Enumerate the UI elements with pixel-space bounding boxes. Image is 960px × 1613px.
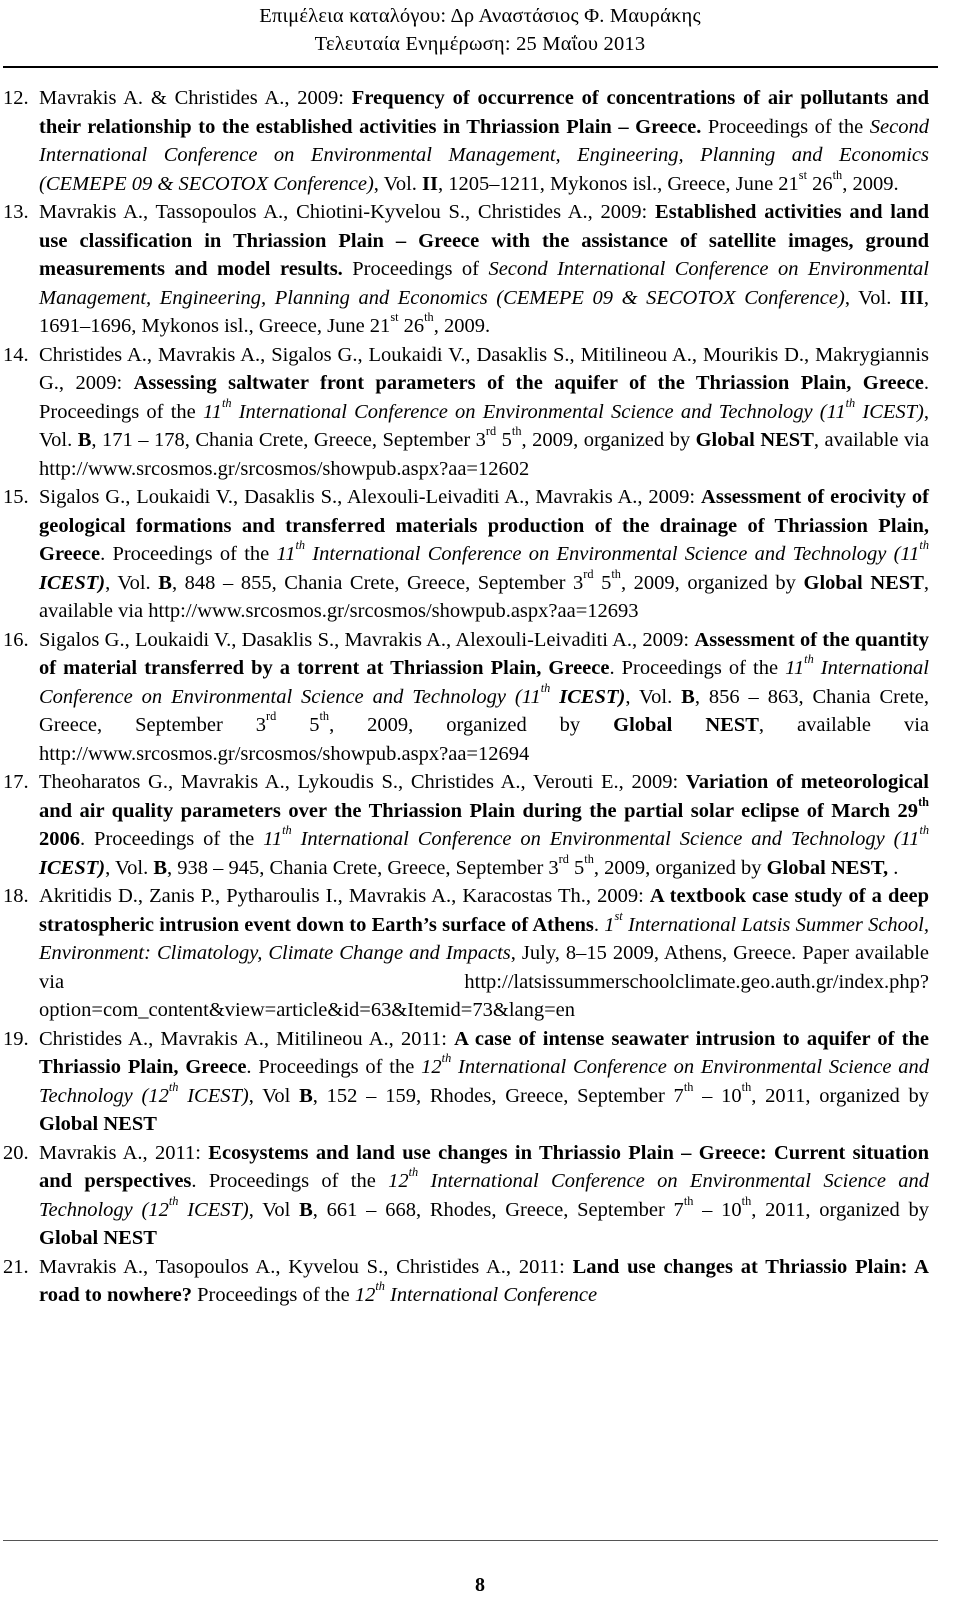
reference-title-text: II: [422, 172, 438, 195]
reference-venue-text: th: [845, 395, 856, 410]
reference-text: 5: [276, 714, 320, 736]
reference-venue-text: th: [919, 823, 930, 838]
header-updated-line: Τελευταία Ενημέρωση: 25 Μαΐου 2013: [314, 33, 646, 55]
reference-text: , 1205–1211, Mykonos isl., Greece, June 21: [438, 172, 799, 195]
reference-text: , Vol.: [625, 685, 682, 708]
reference-title-text: Global NEST: [695, 429, 814, 451]
reference-item: [3, 1025, 929, 1139]
reference-text: th: [741, 1079, 752, 1094]
header-divider: [3, 66, 938, 68]
reference-text: Mavrakis A., Tasopoulos A., Kyvelou S., Christides A., 2011:: [39, 1255, 573, 1278]
reference-title-text: Assessment of the quantity of material transferred by a torrent at Thriassion Plain, Greece: [39, 628, 929, 679]
reference-text: th: [319, 709, 330, 724]
reference-text: Theoharatos G., Mavrakis A., Lykoudis S., Christides A., Verouti E., 2009:: [39, 771, 686, 793]
reference-number: 15.: [3, 486, 29, 508]
page-number: 8: [475, 1574, 485, 1596]
reference-text: , 848 – 855, Chania Crete, Greece, September 3: [171, 571, 584, 594]
reference-venue-text: International Conference on Environmental Science and Technology (12: [39, 1056, 929, 1107]
reference-item: [3, 198, 929, 341]
reference-number: 14.: [3, 343, 29, 366]
reference-number: 18.: [3, 885, 29, 907]
reference-venue-text: International Conference on Environmental Science and Technology (11: [39, 657, 929, 708]
reference-venue-text: 12: [388, 1170, 409, 1192]
reference-text: , Vol.: [105, 856, 154, 879]
reference-item: [3, 341, 929, 484]
reference-venue-text: th: [375, 1279, 385, 1294]
reference-text: 26: [398, 315, 425, 337]
reference-text: th: [611, 566, 621, 581]
reference-text: , Vol: [248, 1198, 300, 1221]
reference-text: , available via http://www.srcosmos.gr/srcosmos/showpub.aspx?aa=12693: [39, 571, 930, 622]
reference-text: Proceedings of: [342, 258, 489, 280]
reference-item: [3, 483, 929, 626]
reference-item: [3, 1253, 929, 1310]
reference-venue-text: 11: [785, 657, 805, 679]
reference-venue-text: ICEST): [855, 400, 924, 423]
reference-title-text: A textbook case study of a deep stratospheric intrusion event down to Earth’s surface of Athens: [39, 885, 930, 936]
reference-title-text: Assessment of erocivity of geological formations and transferred materials production of the drainage of Thriassion Plain, Greece: [39, 486, 929, 565]
reference-venue-text: 11: [263, 828, 283, 850]
reference-title-text: B: [77, 429, 92, 451]
reference-venue-text: Second International Conference on Environmental Management, Engineering, Planning and Economics (CEMEPE 09 & SECOTOX Conference): [39, 115, 929, 195]
reference-title-text: Ecosystems and land use changes in Thriassio Plain – Greece: Current situation and perspectives: [39, 1141, 929, 1192]
reference-text: . Proceedings of the: [191, 1170, 389, 1192]
reference-venue-text: 11: [202, 400, 222, 423]
reference-venue-text: International Conference on Environmental Science and Technology (11: [305, 543, 920, 565]
reference-text: .: [593, 913, 605, 936]
reference-text: , Vol: [248, 1084, 300, 1107]
reference-venue-text: th: [295, 538, 306, 553]
reference-item: [3, 84, 929, 198]
reference-text: . Proceedings of the: [80, 828, 264, 850]
reference-venue-text: 11: [276, 543, 296, 565]
reference-text: , Vol.: [844, 286, 900, 309]
reference-title-text: B: [153, 856, 168, 879]
reference-venue-text: th: [804, 652, 814, 667]
reference-text: rd: [558, 851, 569, 866]
reference-text: th: [584, 851, 594, 866]
reference-item: [3, 1139, 929, 1253]
reference-venue-text: International Conference on Environmental Science and Technology (11: [231, 400, 846, 423]
reference-venue-text: Second International Conference on Environmental Management, Engineering, Planning and Economics (CEMEPE 09 & SECOTOX Conference): [39, 258, 929, 309]
reference-text: 5: [568, 856, 585, 879]
reference-title-text: Global NEST: [803, 571, 924, 594]
reference-venue-text: International Conference on Environmental Science and Technology (11: [291, 828, 920, 850]
reference-venue-text: th: [168, 1193, 179, 1208]
footer-divider: [3, 1540, 938, 1541]
reference-text: , 661 – 668, Rhodes, Greece, September 7: [312, 1198, 684, 1221]
reference-text: . Proceedings of the: [100, 543, 277, 565]
reference-text: Christides A., Mavrakis A., Sigalos G., Loukaidi V., Dasaklis S., Mitilineou A., Mourikis D., Makrygiannis G., 2009:: [39, 343, 929, 394]
reference-text: th: [741, 1193, 752, 1208]
reference-text: th: [683, 1079, 694, 1094]
reference-venue-text: th: [540, 680, 551, 695]
reference-text: , Vol.: [105, 571, 159, 594]
reference-venue-text: 1: [604, 913, 615, 936]
reference-title-text: Assessing saltwater front parameters of the aquifer of the Thriassion Plain, Greece: [133, 372, 924, 394]
reference-title-text: B: [299, 1084, 313, 1107]
reference-text: Akritidis D., Zanis P., Pytharoulis I., Mavrakis A., Karacostas Th., 2009:: [39, 885, 650, 907]
reference-text: st: [390, 310, 399, 325]
reference-text: Mavrakis A., Tassopoulos A., Chiotini-Kyvelou S., Christides A., 2009:: [39, 201, 656, 223]
reference-text: rd: [266, 709, 277, 724]
reference-text: th: [832, 167, 843, 182]
reference-text: – 10: [693, 1084, 742, 1107]
reference-text: , 2011, organized by: [751, 1084, 929, 1107]
reference-text: , 938 – 945, Chania Crete, Greece, September 3: [167, 856, 559, 879]
reference-text: , Vol.: [39, 400, 930, 451]
reference-text: , 2011, organized by: [751, 1198, 929, 1221]
reference-title-text: Global NEST: [613, 714, 759, 736]
reference-text: th: [683, 1193, 694, 1208]
reference-title-text: ICEST): [550, 685, 626, 708]
reference-title-text: Global NEST,: [766, 856, 889, 879]
reference-number: 13.: [3, 201, 29, 223]
reference-text: rd: [583, 566, 594, 581]
reference-text: st: [798, 167, 807, 182]
reference-title-text: B: [299, 1198, 313, 1221]
reference-venue-text: st: [614, 908, 623, 923]
reference-venue-text: th: [221, 395, 232, 410]
reference-title-text: B: [158, 571, 172, 594]
reference-number: 16.: [3, 628, 29, 651]
reference-venue-text: International Conference on Environmental Science and Technology (12: [39, 1170, 929, 1221]
reference-venue-text: 12: [354, 1284, 376, 1306]
reference-text: – 10: [693, 1198, 742, 1221]
header-editor-line: Επιμέλεια καταλόγου: Δρ Αναστάσιος Φ. Μαυράκης: [259, 5, 701, 27]
reference-title-text: Global NEST: [39, 1227, 157, 1249]
reference-text: , available via http://www.srcosmos.gr/srcosmos/showpub.aspx?aa=12694: [39, 714, 929, 765]
reference-text: Christides A., Mavrakis A., Mitilineou A., 2011:: [39, 1027, 455, 1050]
reference-venue-text: ICEST): [178, 1198, 249, 1221]
reference-item: [3, 768, 929, 882]
reference-text: , Vol.: [373, 172, 423, 195]
reference-text: , July, 8–15 2009, Athens, Greece. Paper available via http://latsissummerschoolclimate.geo.auth.gr/index.php?option=com_content&view=article&id=63&Itemid=73&lang=en: [39, 942, 929, 1021]
reference-venue-text: th: [919, 538, 929, 553]
reference-item: [3, 882, 929, 1025]
reference-title-text: B: [681, 685, 695, 708]
reference-text: th: [511, 424, 522, 439]
reference-text: 26: [807, 172, 833, 195]
reference-text: , 2009, organized by: [329, 714, 614, 736]
reference-title-text: A case of intense seawater intrusion to aquifer of the Thriassio Plain, Greece: [39, 1027, 930, 1078]
reference-venue-text: International Latsis Summer School, Environment: Climatology, Climate Change and Impacts: [39, 913, 929, 964]
reference-text: , 171 – 178, Chania Crete, Greece, September 3: [91, 429, 486, 451]
reference-text: . Proceedings of the: [246, 1056, 422, 1078]
reference-text: , 2009, organized by: [521, 429, 696, 451]
page-header: [0, 2, 960, 58]
reference-text: rd: [485, 424, 497, 439]
reference-number: 20.: [3, 1141, 29, 1164]
reference-text: , 152 – 159, Rhodes, Greece, September 7: [312, 1084, 684, 1107]
reference-text: . Proceedings of the: [39, 372, 929, 423]
reference-title-text: Global NEST: [39, 1113, 157, 1135]
reference-title-text: III: [899, 286, 924, 309]
reference-venue-text: International Conference: [384, 1284, 598, 1306]
reference-venue-text: th: [282, 823, 292, 838]
reference-text: , 2009.: [842, 172, 899, 195]
reference-title-text: ICEST): [39, 571, 106, 594]
reference-title-text: Frequency of occurrence of concentrations of air pollutants and their relationship to the established activities in Thriassion Plain – Greece.: [39, 87, 930, 138]
reference-list: [3, 84, 929, 1310]
reference-text: 5: [593, 571, 612, 594]
reference-text: , 2009.: [433, 315, 491, 337]
reference-text: Proceedings of the: [701, 115, 870, 138]
reference-text: 5: [496, 429, 512, 451]
reference-title-text: Land use changes at Thriassio Plain: A road to nowhere?: [39, 1255, 929, 1306]
reference-number: 17.: [3, 771, 29, 793]
reference-text: Mavrakis A., 2011:: [39, 1141, 209, 1164]
reference-number: 21.: [3, 1255, 29, 1278]
reference-text: Proceedings of the: [192, 1284, 355, 1306]
reference-text: th: [424, 310, 434, 325]
reference-text: . Proceedings of the: [609, 657, 786, 679]
reference-text: Sigalos G., Loukaidi V., Dasaklis S., Mavrakis A., Alexouli-Leivaditi A., 2009:: [39, 628, 695, 651]
reference-title-text: th: [918, 794, 929, 809]
reference-item: [3, 626, 929, 769]
reference-text: .: [888, 856, 899, 879]
reference-venue-text: th: [441, 1051, 452, 1066]
reference-text: , 2009, organized by: [620, 571, 804, 594]
reference-venue-text: 12: [421, 1056, 442, 1078]
reference-text: Sigalos G., Loukaidi V., Dasaklis S., Alexouli-Leivaditi A., Mavrakis A., 2009:: [39, 486, 702, 508]
reference-text: , 2009, organized by: [593, 856, 767, 879]
reference-title-text: Established activities and land use classification in Thriassion Plain – Greece with the assistance of satellite images, ground measurements and model results.: [39, 201, 930, 280]
reference-text: , 1691–1696, Mykonos isl., Greece, June 21: [39, 286, 929, 337]
reference-number: 19.: [3, 1027, 29, 1050]
reference-title-text: Variation of meteorological and air quality parameters over the Thriassion Plain during the partial solar eclipse of March 29: [39, 771, 930, 822]
reference-text: Mavrakis A. & Christides A., 2009:: [39, 87, 352, 109]
reference-text: , 856 – 863, Chania Crete, Greece, September 3: [39, 685, 930, 736]
reference-text: , available via http://www.srcosmos.gr/srcosmos/showpub.aspx?aa=12602: [39, 429, 930, 480]
reference-venue-text: th: [408, 1165, 419, 1180]
reference-venue-text: th: [168, 1079, 179, 1094]
reference-title-text: ICEST): [39, 856, 106, 879]
reference-number: 12.: [3, 87, 29, 109]
reference-venue-text: ICEST): [178, 1084, 249, 1107]
reference-title-text: 2006: [39, 828, 80, 850]
